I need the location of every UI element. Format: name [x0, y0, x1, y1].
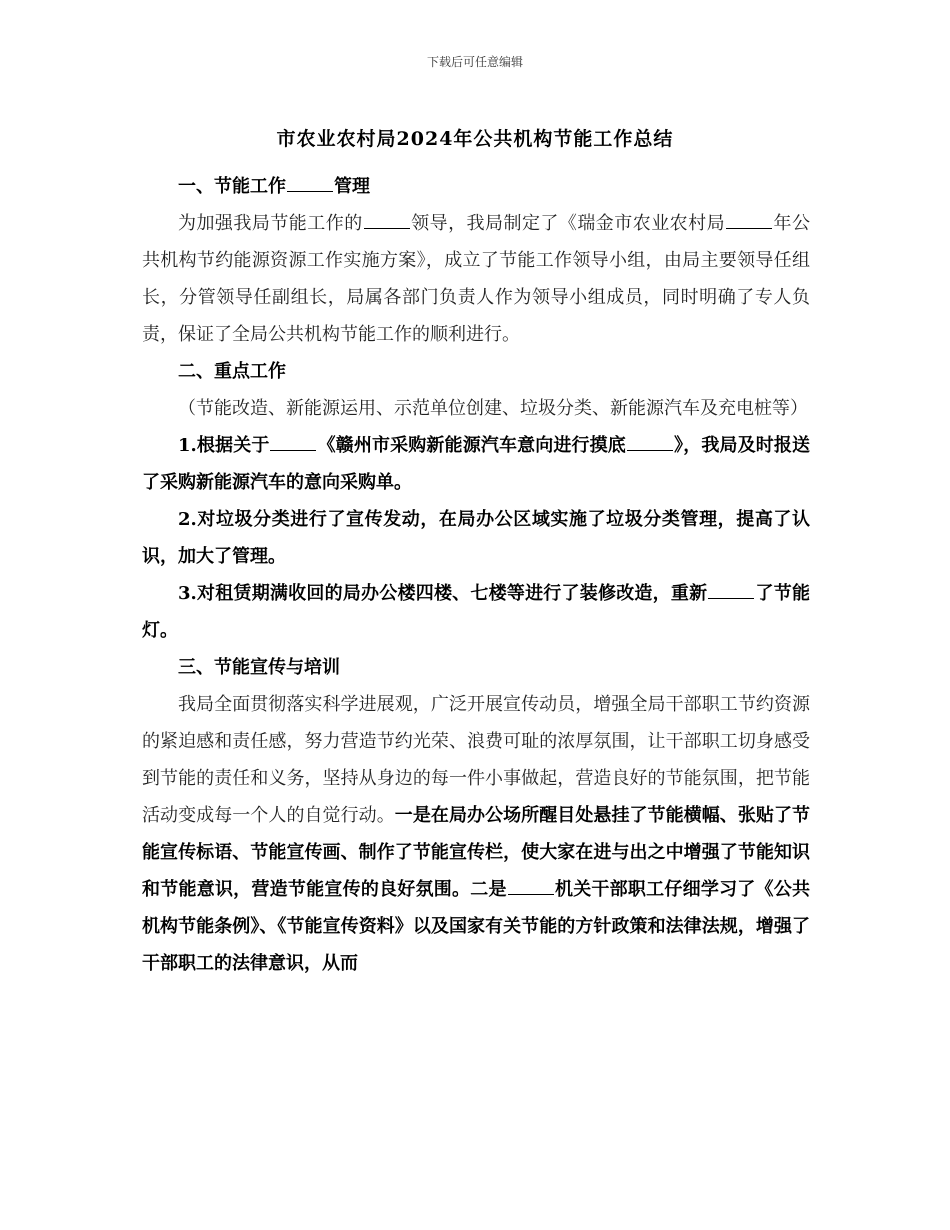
section-2-item-1 [142, 427, 810, 501]
section-2-heading: 二、重点工作 [178, 361, 286, 382]
item-3-text-b: 了节能灯。 [142, 583, 811, 641]
section-3-text-bold-a: 一是在局办公场所醒目处悬挂了节能横幅、张贴了节能宣传标语、节能宣传画、制作了节能宣传栏，使大家在进与出之中增强了节能知识和节能意识，营造节能宣传的良好氛围。二是 [142, 805, 811, 900]
fill-blank [364, 208, 410, 229]
document-body [142, 168, 810, 982]
section-2-item-3 [142, 575, 810, 649]
document-title: 市农业农村局2024年公共机构节能工作总结 [276, 128, 674, 150]
fill-blank [287, 171, 333, 192]
section-3-text-normal: 我局全面贯彻落实科学进展观，广泛开展宣传动员，增强全局干部职工节约资源的紧迫感和责任感，努力营造节约光荣、浪费可耻的浓厚氛围，让干部职工切身感受到节能的责任和义务，坚持从身边的每一件小事做起，营造良好的节能氛围，把节能活动变成每一个人的自觉行动。 [142, 694, 810, 826]
fill-blank [508, 874, 554, 895]
item-1-text-a: 1.根据关于 [178, 435, 270, 456]
fill-blank [708, 578, 754, 599]
header-note: 下载后可任意编辑 [426, 55, 523, 69]
section-1-text-b: 领导，我局制定了《瑞金市农业农村局 [410, 213, 726, 234]
section-1-text-c: 年公共机构节约能源资源工作实施方案》，成立了节能工作领导小组，由局主要领导任组长，分管领导任副组长，局属各部门负责人作为领导小组成员，同时明确了专人负责，保证了全局公共机构节能工作的顺利进行。 [142, 213, 811, 345]
section-2-note: （节能改造、新能源运用、示范单位创建、垃圾分类、新能源汽车及充电桩等） [178, 398, 808, 419]
item-1-text-b: 《赣州市采购新能源汽车意向进行摸底 [317, 435, 626, 456]
section-1-heading-text-a: 一、节能工作 [178, 176, 286, 197]
section-3-text-bold-b: 机关干部职工仔细学习了《公共机构节能条例》、《节能宣传资料》以及国家有关节能的方针政策和法律法规，增强了干部职工的法律意识，从而 [142, 879, 811, 974]
fill-blank [270, 430, 316, 451]
section-1-text-a: 为加强我局节能工作的 [178, 213, 363, 234]
item-1-text-c: 》，我局及时报送了采购新能源汽车的意向采购单。 [142, 435, 811, 493]
section-1-heading [142, 168, 810, 205]
section-2-item-2: 2.对垃圾分类进行了宣传发动，在局办公区域实施了垃圾分类管理，提高了认识，加大了管理。 [142, 509, 810, 567]
section-3-paragraph [142, 686, 810, 982]
item-3-text-a: 3.对租赁期满收回的局办公楼四楼、七楼等进行了装修改造，重新 [178, 583, 708, 604]
fill-blank [627, 430, 673, 451]
fill-blank [726, 208, 772, 229]
section-1-paragraph [142, 205, 810, 353]
section-1-heading-text-b: 管理 [334, 176, 370, 197]
section-3-heading: 三、节能宣传与培训 [178, 657, 340, 678]
